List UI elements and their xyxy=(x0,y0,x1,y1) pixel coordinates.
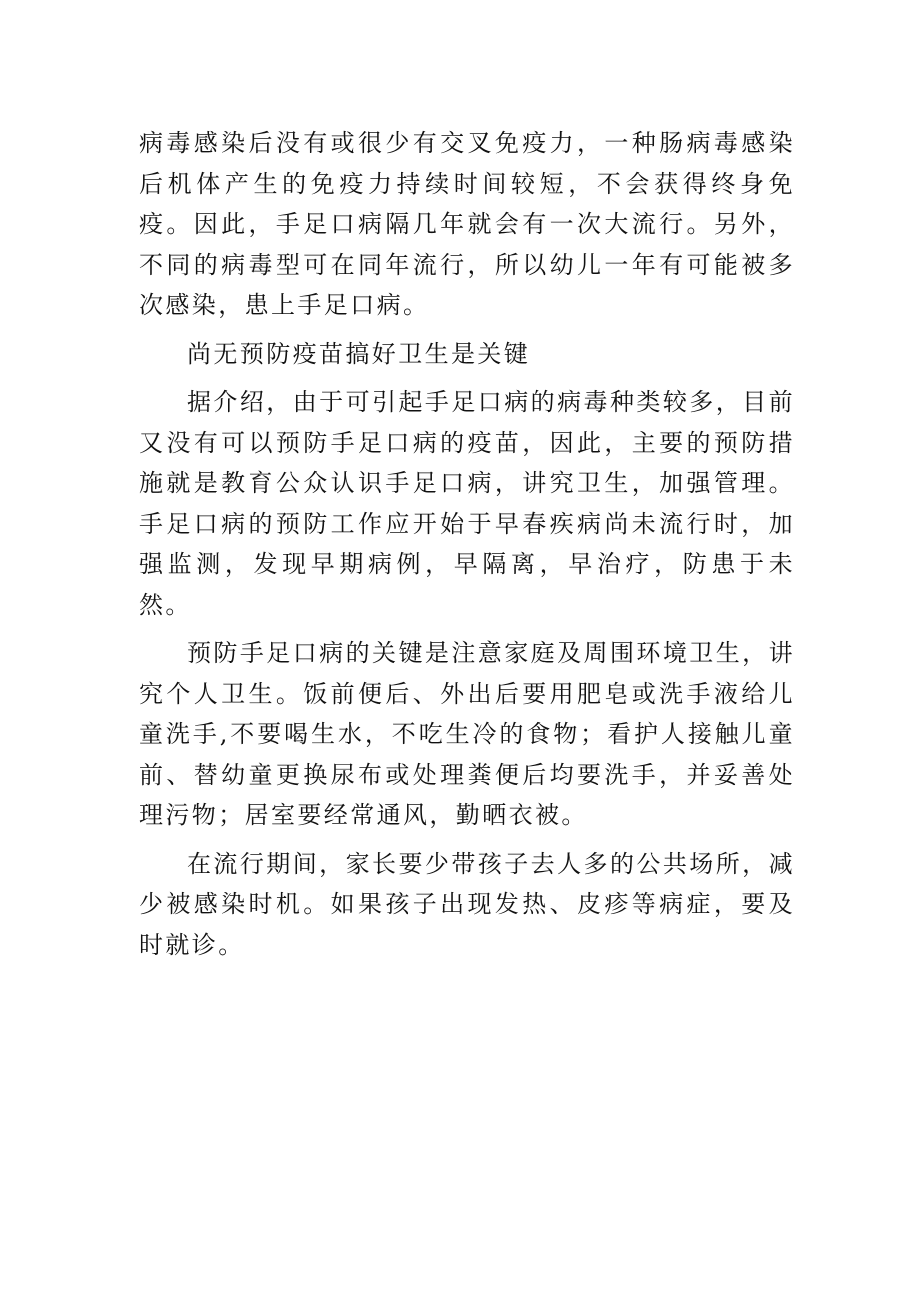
paragraph-continued-immunity: 病毒感染后没有或很少有交叉免疫力，一种肠病毒感染后机体产生的免疫力持续时间较短，不会获得终身免疫。因此，手足口病隔几年就会有一次大流行。另外，不同的病毒型可在同年流行，所以幼儿一年有可能被多次感染，患上手足口病。 xyxy=(139,129,795,319)
document-body xyxy=(139,123,795,965)
paragraph-hygiene-key: 预防手足口病的关键是注意家庭及周围环境卫生，讲究个人卫生。饭前便后、外出后要用肥皂或洗手液给儿童洗手,不要喝生水，不吃生冷的食物；看护人接触儿童前、替幼童更换尿布或处理粪便后均要洗手，并妥善处理污物；居室要经常通风，勤晒衣被。 xyxy=(139,639,795,829)
paragraph-prevention-measures: 据介绍，由于可引起手足口病的病毒种类较多，目前又没有可以预防手足口病的疫苗，因此，主要的预防措施就是教育公众认识手足口病，讲究卫生，加强管理。手足口病的预防工作应开始于早春疾病尚未流行时，加强监测，发现早期病例，早隔离，早治疗，防患于未然。 xyxy=(139,388,795,619)
paragraph-epidemic-period: 在流行期间，家长要少带孩子去人多的公共场所，减少被感染时机。如果孩子出现发热、皮疹等病症，要及时就诊。 xyxy=(139,849,795,959)
section-heading-prevention: 尚无预防疫苗搞好卫生是关键 xyxy=(187,339,531,368)
